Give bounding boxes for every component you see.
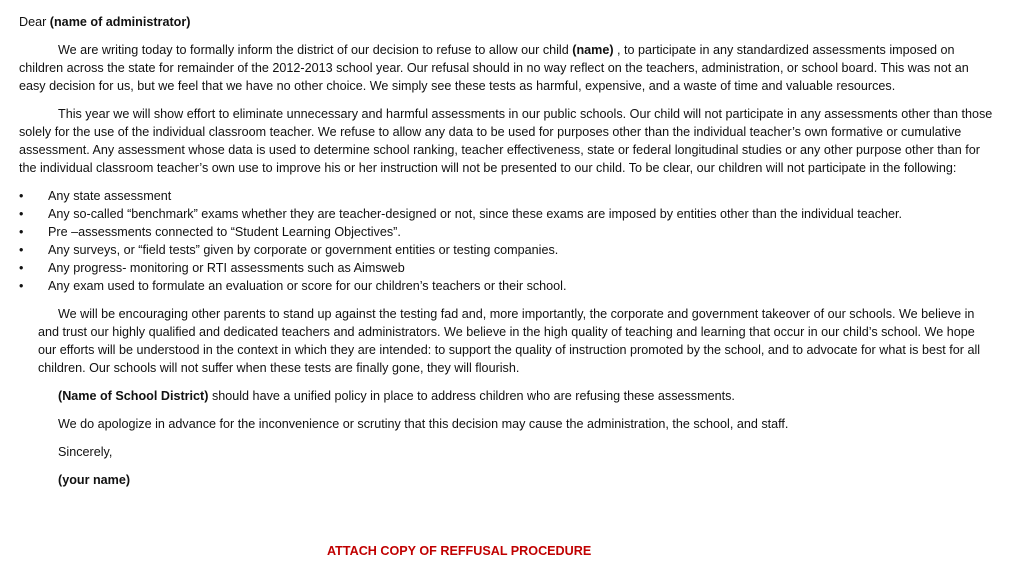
bullet-icon: •: [19, 207, 24, 221]
paragraph-district-policy-text: should have a unified policy in place to address children who are refusing these assessments.: [208, 389, 735, 403]
list-item: [19, 259, 994, 277]
signature-placeholder: [19, 471, 994, 489]
closing: Sincerely,: [58, 445, 113, 459]
paragraph-encouragement: We will be encouraging other parents to stand up against the testing fad and, more importantly, the corporate and government takeover of our schools. We believe in and trust our highly qualified and dedicated teachers and administrators. We believe in the high quality of teaching and learning that occur in our child’s school. We hope our efforts will be understood in the context in which they are intended: to support the quality of instruction promoted by the school, and to advocate for what is best for all children. Our schools will not suffer when these tests are finally gone, they will flourish.: [38, 307, 981, 375]
salutation: [19, 13, 994, 31]
paragraph-assessments: This year we will show effort to eliminate unnecessary and harmful assessments in our public schools. Our child will not participate in any assessments other than those solely for the use of the individual classroom teacher. We refuse to allow any data to be used for purposes other than the individual teacher’s own formative or cumulative assessment. Any assessment whose data is used to determine school ranking, teacher effectiveness, state or federal longitudinal studies or any other purpose other than for the individual classroom teacher’s own use to improve his or her instruction will not be presented to our child. To be clear, our children will not participate in the following:: [19, 107, 993, 175]
list-item-text: Any surveys, or “field tests” given by corporate or government entities or testing companies.: [48, 243, 559, 257]
list-item: [19, 205, 994, 223]
refused-assessments-list: [19, 187, 994, 295]
list-item-text: Any state assessment: [48, 189, 172, 203]
paragraph-decision-text-a: We are writing today to formally inform the district of our decision to refuse to allow our child: [58, 43, 573, 57]
list-item-text: Any exam used to formulate an evaluation or score for our children’s teachers or their school.: [48, 279, 567, 293]
district-name-placeholder: (Name of School District): [58, 389, 209, 403]
letter-body: [19, 13, 994, 499]
bullet-icon: •: [19, 261, 24, 275]
paragraph-decision-text-b: , to participate in any standardized assessments imposed on children across the state for remainder of the 2012-2013 school year. Our refusal should in no way reflect on the teachers, administration, or school board. This was not an easy decision for us, but we feel that we have no other choice. We simply see these tests as harmful, expensive, and a waste of time and valuable resources.: [19, 43, 969, 93]
bullet-icon: •: [19, 279, 24, 293]
list-item-text: Pre –assessments connected to “Student Learning Objectives”.: [48, 225, 401, 239]
administrator-name-placeholder: (name of administrator): [49, 15, 191, 29]
bullet-icon: •: [19, 225, 24, 239]
salutation-prefix: Dear: [19, 15, 50, 29]
bullet-icon: •: [19, 243, 24, 257]
list-item: [19, 277, 994, 295]
list-item: [19, 187, 994, 205]
paragraph-encouragement-block: [38, 305, 994, 377]
list-item: [19, 241, 994, 259]
attach-procedure-note: ATTACH COPY OF REFFUSAL PROCEDURE: [327, 544, 592, 558]
list-item: [19, 223, 994, 241]
paragraph-district-policy: [19, 387, 994, 405]
bullet-icon: •: [19, 189, 24, 203]
paragraph-decision: [19, 41, 994, 95]
child-name-placeholder: (name): [572, 43, 614, 57]
signature-name: (your name): [58, 473, 131, 487]
list-item-text: Any so-called “benchmark” exams whether they are teacher-designed or not, since these exams are imposed by entities other than the individual teacher.: [48, 207, 903, 221]
paragraph-apology: We do apologize in advance for the inconvenience or scrutiny that this decision may cause the administration, the school, and staff.: [58, 417, 789, 431]
list-item-text: Any progress- monitoring or RTI assessments such as Aimsweb: [48, 261, 405, 275]
